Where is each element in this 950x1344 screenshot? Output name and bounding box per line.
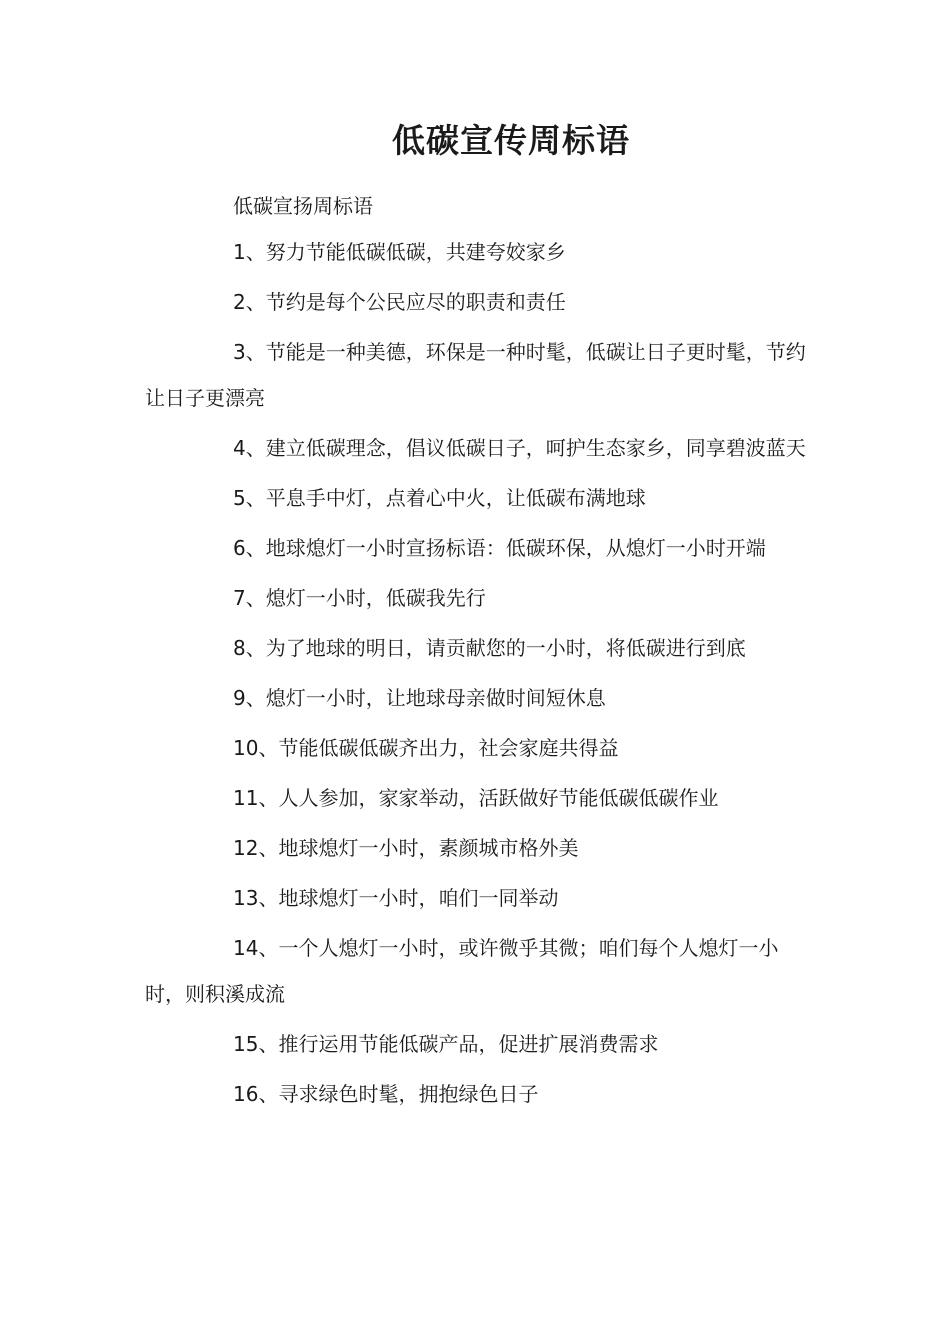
slogan-item-12: 12、地球熄灯一小时，素颜城市格外美 [233, 836, 579, 860]
slogan-item-1: 1、努力节能低碳低碳，共建夸姣家乡 [233, 240, 566, 264]
slogan-item-13: 13、地球熄灯一小时，咱们一同举动 [233, 886, 559, 910]
slogan-item-15: 15、推行运用节能低碳产品，促进扩展消费需求 [233, 1032, 659, 1056]
slogan-item-10: 10、节能低碳低碳齐出力，社会家庭共得益 [233, 736, 619, 760]
intro-line: 低碳宣扬周标语 [233, 194, 373, 218]
slogan-item-2: 2、节约是每个公民应尽的职责和责任 [233, 290, 566, 314]
slogan-item-4: 4、建立低碳理念，倡议低碳日子，呵护生态家乡，同享碧波蓝天 [233, 436, 806, 460]
slogan-item-14: 14、一个人熄灯一小时，或许微乎其微；咱们每个人熄灯一小时，则积溪成流 [145, 936, 779, 1006]
slogan-item-5: 5、平息手中灯，点着心中火，让低碳布满地球 [233, 486, 646, 510]
slogan-item-11: 11、人人参加，家家举动，活跃做好节能低碳低碳作业 [233, 786, 719, 810]
slogan-item-16: 16、寻求绿色时髦，拥抱绿色日子 [233, 1082, 539, 1106]
slogan-item-3: 3、节能是一种美德，环保是一种时髦，低碳让日子更时髦，节约让日子更漂亮 [145, 340, 806, 410]
slogan-item-8: 8、为了地球的明日，请贡献您的一小时，将低碳进行到底 [233, 636, 746, 660]
slogan-item-7: 7、熄灯一小时，低碳我先行 [233, 586, 486, 610]
slogan-item-6: 6、地球熄灯一小时宣扬标语：低碳环保，从熄灯一小时开端 [233, 536, 766, 560]
document-title: 低碳宣传周标语 [392, 121, 630, 160]
document-body [145, 183, 815, 1121]
slogan-item-9: 9、熄灯一小时，让地球母亲做时间短休息 [233, 686, 606, 710]
